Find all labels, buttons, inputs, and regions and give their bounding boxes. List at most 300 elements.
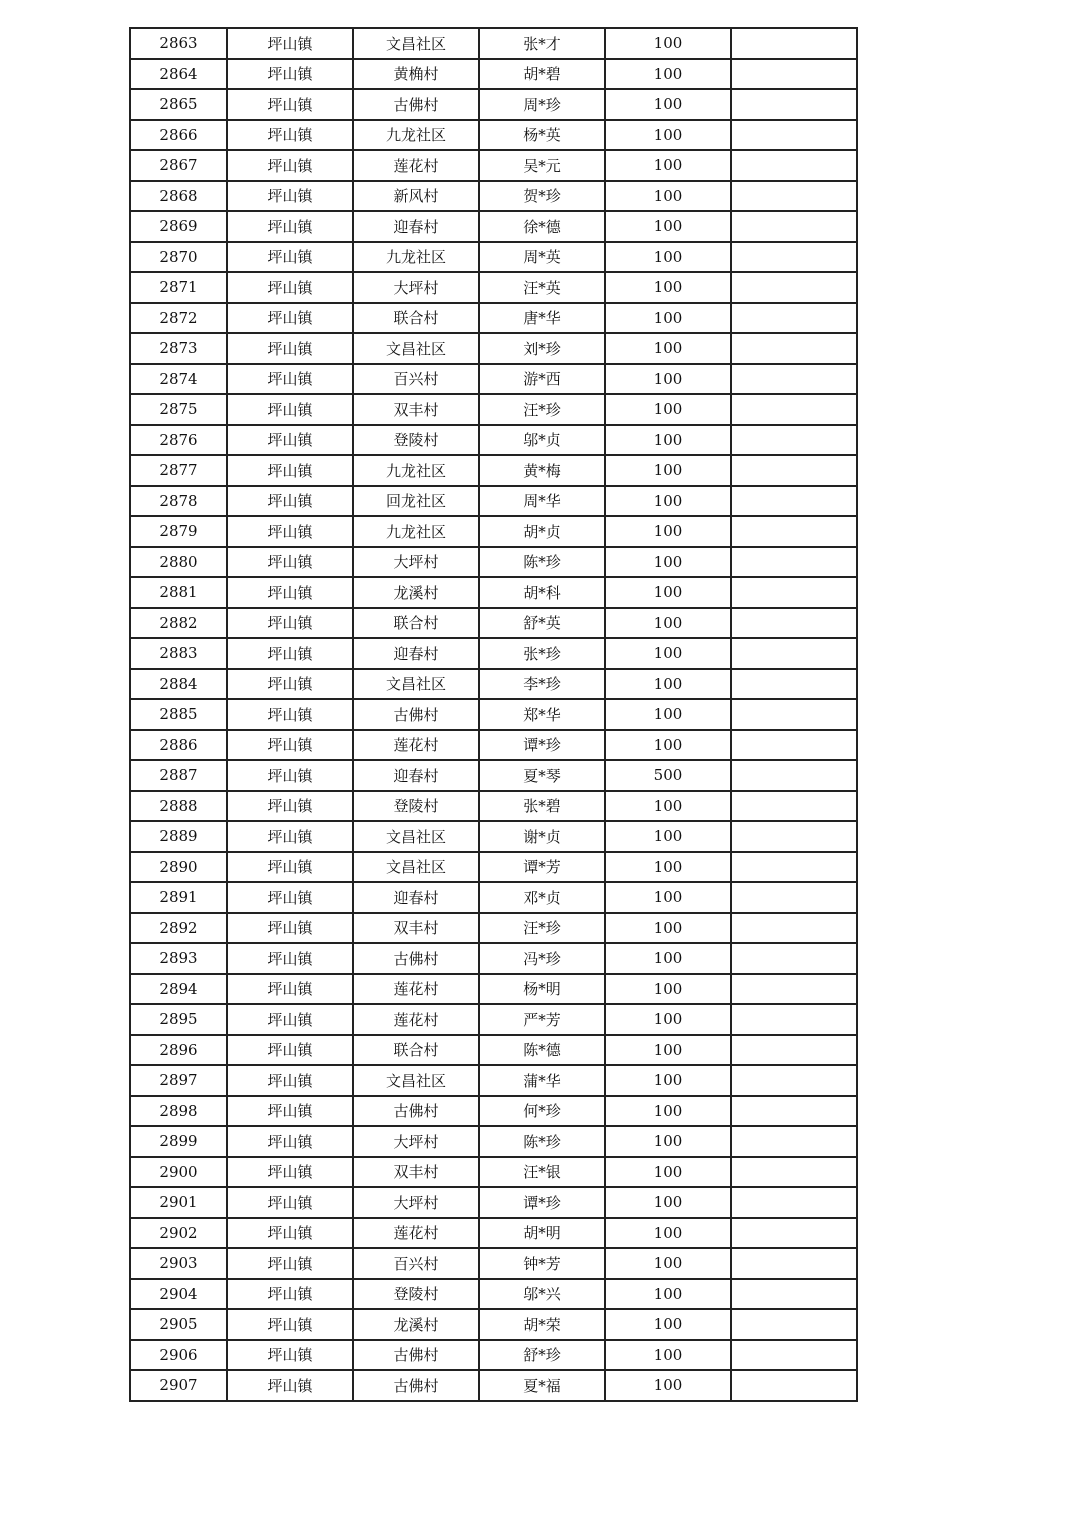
name-cell: 汪*珍 [479, 394, 605, 425]
table-row [130, 364, 857, 395]
serial-number-cell: 2881 [130, 577, 227, 608]
amount-cell: 100 [605, 455, 731, 486]
table-row [130, 577, 857, 608]
table-row [130, 791, 857, 822]
town-cell: 坪山镇 [227, 272, 353, 303]
name-cell: 刘*珍 [479, 333, 605, 364]
table-row [130, 394, 857, 425]
table-row [130, 730, 857, 761]
note-cell [731, 699, 857, 730]
note-cell [731, 1035, 857, 1066]
amount-cell: 100 [605, 1279, 731, 1310]
note-cell [731, 730, 857, 761]
town-cell: 坪山镇 [227, 150, 353, 181]
amount-cell: 100 [605, 59, 731, 90]
note-cell [731, 516, 857, 547]
table-row [130, 943, 857, 974]
name-cell: 谭*珍 [479, 730, 605, 761]
serial-number-cell: 2876 [130, 425, 227, 456]
table-row [130, 913, 857, 944]
serial-number-cell: 2901 [130, 1187, 227, 1218]
name-cell: 游*西 [479, 364, 605, 395]
amount-cell: 500 [605, 760, 731, 791]
name-cell: 胡*荣 [479, 1309, 605, 1340]
village-cell: 联合村 [353, 303, 479, 334]
note-cell [731, 150, 857, 181]
town-cell: 坪山镇 [227, 425, 353, 456]
name-cell: 蒲*华 [479, 1065, 605, 1096]
name-cell: 杨*明 [479, 974, 605, 1005]
note-cell [731, 211, 857, 242]
town-cell: 坪山镇 [227, 455, 353, 486]
serial-number-cell: 2873 [130, 333, 227, 364]
note-cell [731, 1096, 857, 1127]
table-row [130, 1035, 857, 1066]
village-cell: 黄桷村 [353, 59, 479, 90]
village-cell: 古佛村 [353, 943, 479, 974]
amount-cell: 100 [605, 669, 731, 700]
town-cell: 坪山镇 [227, 669, 353, 700]
town-cell: 坪山镇 [227, 1126, 353, 1157]
town-cell: 坪山镇 [227, 59, 353, 90]
serial-number-cell: 2866 [130, 120, 227, 151]
name-cell: 谢*贞 [479, 821, 605, 852]
name-cell: 胡*明 [479, 1218, 605, 1249]
amount-cell: 100 [605, 1157, 731, 1188]
note-cell [731, 791, 857, 822]
amount-cell: 100 [605, 1126, 731, 1157]
town-cell: 坪山镇 [227, 943, 353, 974]
amount-cell: 100 [605, 547, 731, 578]
table-row [130, 882, 857, 913]
table-row [130, 1218, 857, 1249]
amount-cell: 100 [605, 1035, 731, 1066]
note-cell [731, 1187, 857, 1218]
name-cell: 胡*碧 [479, 59, 605, 90]
serial-number-cell: 2867 [130, 150, 227, 181]
note-cell [731, 425, 857, 456]
amount-cell: 100 [605, 242, 731, 273]
note-cell [731, 608, 857, 639]
village-cell: 文昌社区 [353, 669, 479, 700]
town-cell: 坪山镇 [227, 1035, 353, 1066]
amount-cell: 100 [605, 394, 731, 425]
amount-cell: 100 [605, 852, 731, 883]
name-cell: 李*珍 [479, 669, 605, 700]
village-cell: 迎春村 [353, 760, 479, 791]
name-cell: 舒*英 [479, 608, 605, 639]
serial-number-cell: 2899 [130, 1126, 227, 1157]
note-cell [731, 1065, 857, 1096]
serial-number-cell: 2874 [130, 364, 227, 395]
table-row [130, 59, 857, 90]
town-cell: 坪山镇 [227, 486, 353, 517]
village-cell: 莲花村 [353, 974, 479, 1005]
table-row [130, 1096, 857, 1127]
table-row [130, 608, 857, 639]
serial-number-cell: 2883 [130, 638, 227, 669]
amount-cell: 100 [605, 577, 731, 608]
amount-cell: 100 [605, 150, 731, 181]
amount-cell: 100 [605, 913, 731, 944]
amount-cell: 100 [605, 791, 731, 822]
note-cell [731, 974, 857, 1005]
note-cell [731, 1248, 857, 1279]
table-row [130, 120, 857, 151]
amount-cell: 100 [605, 28, 731, 59]
town-cell: 坪山镇 [227, 547, 353, 578]
serial-number-cell: 2868 [130, 181, 227, 212]
village-cell: 莲花村 [353, 1218, 479, 1249]
village-cell: 大坪村 [353, 547, 479, 578]
amount-cell: 100 [605, 364, 731, 395]
note-cell [731, 364, 857, 395]
serial-number-cell: 2882 [130, 608, 227, 639]
amount-cell: 100 [605, 120, 731, 151]
name-cell: 何*珍 [479, 1096, 605, 1127]
name-cell: 汪*银 [479, 1157, 605, 1188]
name-cell: 钟*芳 [479, 1248, 605, 1279]
name-cell: 夏*福 [479, 1370, 605, 1401]
serial-number-cell: 2889 [130, 821, 227, 852]
village-cell: 百兴村 [353, 1248, 479, 1279]
name-cell: 周*珍 [479, 89, 605, 120]
village-cell: 莲花村 [353, 150, 479, 181]
serial-number-cell: 2894 [130, 974, 227, 1005]
village-cell: 文昌社区 [353, 852, 479, 883]
town-cell: 坪山镇 [227, 303, 353, 334]
table-row [130, 486, 857, 517]
town-cell: 坪山镇 [227, 181, 353, 212]
table-row [130, 1187, 857, 1218]
village-cell: 古佛村 [353, 699, 479, 730]
name-cell: 严*芳 [479, 1004, 605, 1035]
town-cell: 坪山镇 [227, 516, 353, 547]
amount-cell: 100 [605, 821, 731, 852]
table-row [130, 760, 857, 791]
note-cell [731, 943, 857, 974]
village-cell: 登陵村 [353, 425, 479, 456]
amount-cell: 100 [605, 303, 731, 334]
name-cell: 陈*珍 [479, 1126, 605, 1157]
table-row [130, 547, 857, 578]
note-cell [731, 333, 857, 364]
name-cell: 陈*珍 [479, 547, 605, 578]
table-row [130, 638, 857, 669]
serial-number-cell: 2904 [130, 1279, 227, 1310]
serial-number-cell: 2869 [130, 211, 227, 242]
table-row [130, 242, 857, 273]
town-cell: 坪山镇 [227, 1309, 353, 1340]
name-cell: 杨*英 [479, 120, 605, 151]
serial-number-cell: 2871 [130, 272, 227, 303]
note-cell [731, 1309, 857, 1340]
village-cell: 龙溪村 [353, 577, 479, 608]
name-cell: 张*才 [479, 28, 605, 59]
town-cell: 坪山镇 [227, 882, 353, 913]
village-cell: 古佛村 [353, 1370, 479, 1401]
serial-number-cell: 2885 [130, 699, 227, 730]
amount-cell: 100 [605, 211, 731, 242]
note-cell [731, 577, 857, 608]
village-cell: 古佛村 [353, 1340, 479, 1371]
serial-number-cell: 2887 [130, 760, 227, 791]
amount-cell: 100 [605, 608, 731, 639]
note-cell [731, 1218, 857, 1249]
serial-number-cell: 2878 [130, 486, 227, 517]
note-cell [731, 303, 857, 334]
serial-number-cell: 2875 [130, 394, 227, 425]
serial-number-cell: 2905 [130, 1309, 227, 1340]
note-cell [731, 1126, 857, 1157]
town-cell: 坪山镇 [227, 394, 353, 425]
table-row [130, 1248, 857, 1279]
note-cell [731, 852, 857, 883]
table-row [130, 1126, 857, 1157]
town-cell: 坪山镇 [227, 1370, 353, 1401]
note-cell [731, 669, 857, 700]
village-cell: 文昌社区 [353, 1065, 479, 1096]
village-cell: 迎春村 [353, 211, 479, 242]
amount-cell: 100 [605, 1004, 731, 1035]
town-cell: 坪山镇 [227, 120, 353, 151]
note-cell [731, 547, 857, 578]
name-cell: 陈*德 [479, 1035, 605, 1066]
note-cell [731, 913, 857, 944]
town-cell: 坪山镇 [227, 1187, 353, 1218]
village-cell: 大坪村 [353, 1187, 479, 1218]
note-cell [731, 1279, 857, 1310]
table-row [130, 1340, 857, 1371]
town-cell: 坪山镇 [227, 760, 353, 791]
note-cell [731, 486, 857, 517]
serial-number-cell: 2897 [130, 1065, 227, 1096]
note-cell [731, 272, 857, 303]
table-row [130, 699, 857, 730]
serial-number-cell: 2898 [130, 1096, 227, 1127]
amount-cell: 100 [605, 699, 731, 730]
table-row [130, 272, 857, 303]
serial-number-cell: 2907 [130, 1370, 227, 1401]
town-cell: 坪山镇 [227, 608, 353, 639]
name-cell: 徐*德 [479, 211, 605, 242]
serial-number-cell: 2888 [130, 791, 227, 822]
table-row [130, 150, 857, 181]
village-cell: 新风村 [353, 181, 479, 212]
table-row [130, 852, 857, 883]
amount-cell: 100 [605, 516, 731, 547]
town-cell: 坪山镇 [227, 974, 353, 1005]
village-cell: 联合村 [353, 1035, 479, 1066]
town-cell: 坪山镇 [227, 1279, 353, 1310]
town-cell: 坪山镇 [227, 242, 353, 273]
town-cell: 坪山镇 [227, 1157, 353, 1188]
village-cell: 迎春村 [353, 638, 479, 669]
table-row [130, 1279, 857, 1310]
serial-number-cell: 2879 [130, 516, 227, 547]
town-cell: 坪山镇 [227, 364, 353, 395]
amount-cell: 100 [605, 1340, 731, 1371]
serial-number-cell: 2896 [130, 1035, 227, 1066]
serial-number-cell: 2872 [130, 303, 227, 334]
name-cell: 邓*贞 [479, 882, 605, 913]
table-row [130, 89, 857, 120]
serial-number-cell: 2865 [130, 89, 227, 120]
village-cell: 联合村 [353, 608, 479, 639]
serial-number-cell: 2895 [130, 1004, 227, 1035]
town-cell: 坪山镇 [227, 821, 353, 852]
note-cell [731, 882, 857, 913]
serial-number-cell: 2902 [130, 1218, 227, 1249]
note-cell [731, 181, 857, 212]
village-cell: 九龙社区 [353, 242, 479, 273]
amount-cell: 100 [605, 882, 731, 913]
name-cell: 唐*华 [479, 303, 605, 334]
amount-cell: 100 [605, 1248, 731, 1279]
amount-cell: 100 [605, 730, 731, 761]
village-cell: 文昌社区 [353, 333, 479, 364]
town-cell: 坪山镇 [227, 1004, 353, 1035]
table-row [130, 669, 857, 700]
amount-cell: 100 [605, 1096, 731, 1127]
table-row [130, 28, 857, 59]
town-cell: 坪山镇 [227, 699, 353, 730]
table-row [130, 303, 857, 334]
town-cell: 坪山镇 [227, 1065, 353, 1096]
town-cell: 坪山镇 [227, 913, 353, 944]
name-cell: 夏*琴 [479, 760, 605, 791]
serial-number-cell: 2880 [130, 547, 227, 578]
name-cell: 冯*珍 [479, 943, 605, 974]
amount-cell: 100 [605, 486, 731, 517]
table-row [130, 1370, 857, 1401]
serial-number-cell: 2870 [130, 242, 227, 273]
village-cell: 百兴村 [353, 364, 479, 395]
table-row [130, 425, 857, 456]
village-cell: 回龙社区 [353, 486, 479, 517]
serial-number-cell: 2886 [130, 730, 227, 761]
serial-number-cell: 2890 [130, 852, 227, 883]
town-cell: 坪山镇 [227, 730, 353, 761]
amount-cell: 100 [605, 1065, 731, 1096]
table-body [130, 28, 857, 1401]
note-cell [731, 760, 857, 791]
amount-cell: 100 [605, 943, 731, 974]
table-row [130, 1065, 857, 1096]
note-cell [731, 89, 857, 120]
village-cell: 大坪村 [353, 1126, 479, 1157]
village-cell: 双丰村 [353, 913, 479, 944]
note-cell [731, 394, 857, 425]
name-cell: 郑*华 [479, 699, 605, 730]
village-cell: 文昌社区 [353, 821, 479, 852]
village-cell: 九龙社区 [353, 120, 479, 151]
table-row [130, 211, 857, 242]
note-cell [731, 638, 857, 669]
name-cell: 张*碧 [479, 791, 605, 822]
table-row [130, 1004, 857, 1035]
village-cell: 双丰村 [353, 394, 479, 425]
town-cell: 坪山镇 [227, 333, 353, 364]
name-cell: 舒*珍 [479, 1340, 605, 1371]
name-cell: 周*英 [479, 242, 605, 273]
village-cell: 九龙社区 [353, 455, 479, 486]
name-cell: 胡*贞 [479, 516, 605, 547]
amount-cell: 100 [605, 333, 731, 364]
village-cell: 双丰村 [353, 1157, 479, 1188]
village-cell: 古佛村 [353, 1096, 479, 1127]
name-cell: 周*华 [479, 486, 605, 517]
serial-number-cell: 2877 [130, 455, 227, 486]
note-cell [731, 1004, 857, 1035]
amount-cell: 100 [605, 272, 731, 303]
town-cell: 坪山镇 [227, 852, 353, 883]
serial-number-cell: 2900 [130, 1157, 227, 1188]
name-cell: 吴*元 [479, 150, 605, 181]
note-cell [731, 1370, 857, 1401]
town-cell: 坪山镇 [227, 1218, 353, 1249]
name-cell: 谭*珍 [479, 1187, 605, 1218]
town-cell: 坪山镇 [227, 89, 353, 120]
village-cell: 登陵村 [353, 791, 479, 822]
name-cell: 邬*贞 [479, 425, 605, 456]
town-cell: 坪山镇 [227, 1340, 353, 1371]
note-cell [731, 242, 857, 273]
table-row [130, 516, 857, 547]
name-cell: 汪*英 [479, 272, 605, 303]
serial-number-cell: 2884 [130, 669, 227, 700]
village-cell: 古佛村 [353, 89, 479, 120]
records-table [129, 27, 858, 1402]
amount-cell: 100 [605, 1187, 731, 1218]
amount-cell: 100 [605, 1370, 731, 1401]
village-cell: 迎春村 [353, 882, 479, 913]
town-cell: 坪山镇 [227, 791, 353, 822]
name-cell: 汪*珍 [479, 913, 605, 944]
amount-cell: 100 [605, 638, 731, 669]
town-cell: 坪山镇 [227, 211, 353, 242]
serial-number-cell: 2863 [130, 28, 227, 59]
village-cell: 龙溪村 [353, 1309, 479, 1340]
serial-number-cell: 2906 [130, 1340, 227, 1371]
village-cell: 九龙社区 [353, 516, 479, 547]
name-cell: 贺*珍 [479, 181, 605, 212]
table-row [130, 974, 857, 1005]
town-cell: 坪山镇 [227, 28, 353, 59]
table-row [130, 455, 857, 486]
amount-cell: 100 [605, 1218, 731, 1249]
note-cell [731, 28, 857, 59]
table-row [130, 821, 857, 852]
table-row [130, 181, 857, 212]
village-cell: 大坪村 [353, 272, 479, 303]
serial-number-cell: 2891 [130, 882, 227, 913]
town-cell: 坪山镇 [227, 638, 353, 669]
table-row [130, 333, 857, 364]
serial-number-cell: 2893 [130, 943, 227, 974]
town-cell: 坪山镇 [227, 577, 353, 608]
village-cell: 文昌社区 [353, 28, 479, 59]
amount-cell: 100 [605, 89, 731, 120]
amount-cell: 100 [605, 974, 731, 1005]
serial-number-cell: 2903 [130, 1248, 227, 1279]
name-cell: 胡*科 [479, 577, 605, 608]
name-cell: 黄*梅 [479, 455, 605, 486]
name-cell: 谭*芳 [479, 852, 605, 883]
name-cell: 张*珍 [479, 638, 605, 669]
note-cell [731, 1157, 857, 1188]
town-cell: 坪山镇 [227, 1096, 353, 1127]
